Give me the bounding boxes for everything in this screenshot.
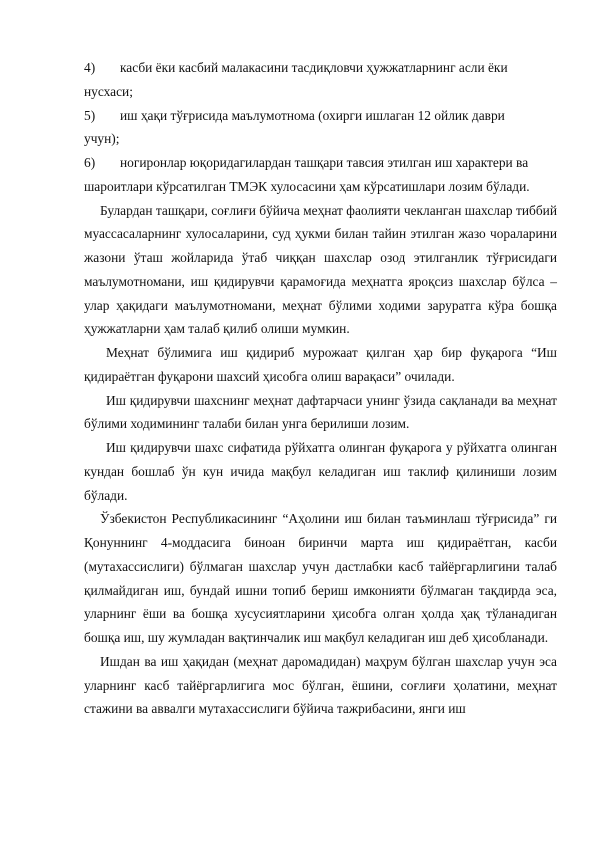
body-paragraph: Булардан ташқари, соғлиғи бўйича меҳнат фаолияти чекланган шахслар тиббий муассасаларнинг хулосаларини, суд ҳукми билан тайин этилган жазо чораларини жазони ўташ жойларида ўтаб чиққан шахслар озод этилганлик тўғрисидаги маълумотномани, иш қидирувчи қарамоғида меҳнатга яроқсиз шахслар бўлса – улар ҳақидаги маълумотномани, меҳнат бўлими ходими заруратга кўра бошқа ҳужжатларни ҳам талаб қилиб олиши мумкин. xyxy=(84,202,557,337)
list-item-text: ногиронлар юқоридагилардан ташқари тавсия этилган иш характери ва xyxy=(120,155,529,170)
body-paragraph: Иш қидирувчи шахс сифатида рўйхатга олинган фуқарога у рўйхатга олинган кундан бошлаб ўн кун ичида мақбул келадиган иш таклиф қилиниши лозим бўлади. xyxy=(84,440,557,503)
list-item-text: касби ёки касбий малакасини тасдиқловчи ҳужжатларнинг асли ёки xyxy=(120,60,508,75)
body-paragraph: Ишдан ва иш ҳақидан (меҳнат даромадидан) маҳрум бўлган шахслар учун эса уларнинг касб тайёргарлигига мос бўлган, ёшини, соғлиғи ҳолатини, меҳнат стажини ва аввалги мутахассислиги бўйича тажрибасини, янги иш xyxy=(84,653,557,717)
document-page xyxy=(84,56,557,721)
body-paragraph: Ўзбекистон Республикасининг “Аҳолини иш билан таъминлаш тўғрисида” ги Қонуннинг 4-моддасига биноан биринчи марта иш қидираётган, касби (мутахассислиги) бўлмаган шахслар учун дастлабки касб тайёргарлигини талаб қилмайдиган иш, бундай ишни топиб бериш имконияти бўлмаган тақдирда эса, уларнинг ёши ва бошқа хусусиятларини ҳисобга олган ҳолда ҳақ тўланадиган бошқа иш, шу жумладан вақтинчалик иш мақбул келадиган иш деб ҳисобланади. xyxy=(84,511,557,645)
list-item-4 xyxy=(84,56,557,104)
body-paragraph: Меҳнат бўлимига иш қидириб мурожаат қилган ҳар бир фуқарога “Иш қидираётган фуқарони шахсий ҳисобга олиш варақаси” очилади. xyxy=(84,345,557,384)
list-item-6 xyxy=(84,151,557,199)
list-item-text-continued: нусхаси; xyxy=(84,83,133,99)
list-item-text-continued: шароитлари кўрсатилган ТМЭК хулосасини ҳам кўрсатишлари лозим бўлади. xyxy=(84,178,530,194)
list-number: 4) xyxy=(84,60,96,75)
list-item-text: иш ҳақи тўғрисида маълумотнома (охирги ишлаган 12 ойлик даври xyxy=(120,107,505,123)
list-number: 5) xyxy=(84,107,96,123)
list-number: 6) xyxy=(84,155,96,170)
list-item-5 xyxy=(84,104,557,152)
body-paragraph: Иш қидирувчи шахснинг меҳнат дафтарчаси унинг ўзида сақланади ва меҳнат бўлими ходимининг талаби билан унга берилиши лозим. xyxy=(84,392,557,432)
list-item-text-continued: учун); xyxy=(84,131,120,147)
